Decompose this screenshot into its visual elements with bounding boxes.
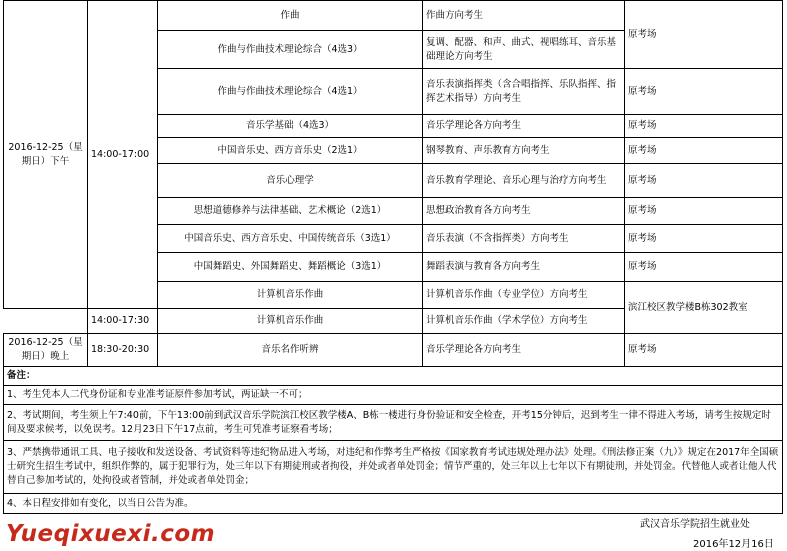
note-row (4, 441, 783, 494)
subject-cell: 音乐学基础（4选3） (158, 115, 423, 138)
subject-cell: 计算机音乐作曲 (158, 309, 423, 334)
candidate-cell: 复调、配器、和声、曲式、视唱练耳、音乐基础理论方向考生 (423, 31, 625, 69)
subject-cell: 计算机音乐作曲 (158, 282, 423, 309)
venue-cell: 原考场 (625, 115, 783, 138)
subject-cell: 音乐名作听辨 (158, 334, 423, 367)
date-cell-afternoon: 2016-12-25（星期日）下午 (4, 1, 88, 309)
table-row (4, 1, 783, 31)
subject-cell: 音乐心理学 (158, 164, 423, 198)
subject-cell: 作曲 (158, 1, 423, 31)
date-cell-evening: 2016-12-25（星期日）晚上 (4, 334, 88, 367)
issuer-name: 武汉音乐学院招生就业处 (640, 519, 750, 530)
table-row (4, 334, 783, 367)
candidate-cell: 计算机音乐作曲（学术学位）方向考生 (423, 309, 625, 334)
candidate-cell: 思想政治教育各方向考生 (423, 198, 625, 225)
venue-cell: 原考场 (625, 253, 783, 282)
candidate-cell: 钢琴教育、声乐教育方向考生 (423, 138, 625, 164)
venue-cell: 原考场 (625, 1, 783, 69)
candidate-cell: 计算机音乐作曲（专业学位）方向考生 (423, 282, 625, 309)
candidate-cell: 舞蹈表演与教育各方向考生 (423, 253, 625, 282)
time-cell-afternoon-2: 14:00-17:30 (88, 309, 158, 334)
note-row (4, 386, 783, 405)
candidate-cell: 音乐学理论各方向考生 (423, 334, 625, 367)
note-row (4, 405, 783, 441)
exam-schedule-table (3, 0, 783, 514)
candidate-cell: 音乐表演指挥类（含合唱指挥、乐队指挥、指挥艺术指导）方向考生 (423, 69, 625, 115)
empty-cell (4, 309, 88, 334)
page-footer (0, 508, 787, 551)
subject-cell: 中国舞蹈史、外国舞蹈史、舞蹈概论（3选1） (158, 253, 423, 282)
candidate-cell: 作曲方向考生 (423, 1, 625, 31)
note-item: 2、考试期间，考生须上午7:40前，下午13:00前到武汉音乐学院滨江校区教学楼A、B栋一楼进行身份验证和安全检查，开考15分钟后，迟到考生一律不得进入考场，请考生按规定时间及要求候考，以免误考。12月23日下午17点前，考生可凭准考证察看考场； (4, 405, 783, 441)
venue-cell: 原考场 (625, 198, 783, 225)
time-cell-afternoon: 14:00-17:00 (88, 1, 158, 309)
issue-date: 2016年12月16日 (693, 539, 774, 550)
candidate-cell: 音乐教育学理论、音乐心理与治疗方向考生 (423, 164, 625, 198)
candidate-cell: 音乐表演（不含指挥类）方向考生 (423, 225, 625, 253)
notes-heading-row (4, 367, 783, 386)
note-item: 4、本日程安排如有变化，以当日公告为准。 (4, 494, 783, 514)
subject-cell: 作曲与作曲技术理论综合（4选3） (158, 31, 423, 69)
subject-cell: 作曲与作曲技术理论综合（4选1） (158, 69, 423, 115)
subject-cell: 中国音乐史、西方音乐史（2选1） (158, 138, 423, 164)
exam-schedule-sheet (3, 0, 782, 514)
candidate-cell: 音乐学理论各方向考生 (423, 115, 625, 138)
site-watermark: Yueqixuexi.com (6, 521, 216, 547)
note-item: 3、严禁携带通讯工具、电子接收和发送设备、考试资料等违纪物品进入考场，对违纪和作弊考生严格按《国家教育考试违规处理办法》处理。《刑法修正案（九）》规定在2017年全国硕士研究生招生考试中，组织作弊的，属于犯罪行为，处三年以下有期徒刑或者拘役，并处或者单处罚金；情节严重的，处三年以上七年以下有期徒刑，并处罚金。代替他人或者让他人代替自己参加考试的，处拘役或者管制，并处或者单处罚金； (4, 441, 783, 494)
venue-cell: 原考场 (625, 138, 783, 164)
venue-cell: 原考场 (625, 164, 783, 198)
subject-cell: 中国音乐史、西方音乐史、中国传统音乐（3选1） (158, 225, 423, 253)
venue-cell: 原考场 (625, 225, 783, 253)
venue-cell: 原考场 (625, 334, 783, 367)
note-item: 1、考生凭本人二代身份证和专业准考证原件参加考试，两证缺一不可； (4, 386, 783, 405)
venue-cell: 原考场 (625, 69, 783, 115)
subject-cell: 思想道德修养与法律基础、艺术概论（2选1） (158, 198, 423, 225)
time-cell-evening: 18:30-20:30 (88, 334, 158, 367)
venue-cell: 滨江校区教学楼B栋302教室 (625, 282, 783, 334)
notes-heading: 备注： (4, 367, 783, 386)
